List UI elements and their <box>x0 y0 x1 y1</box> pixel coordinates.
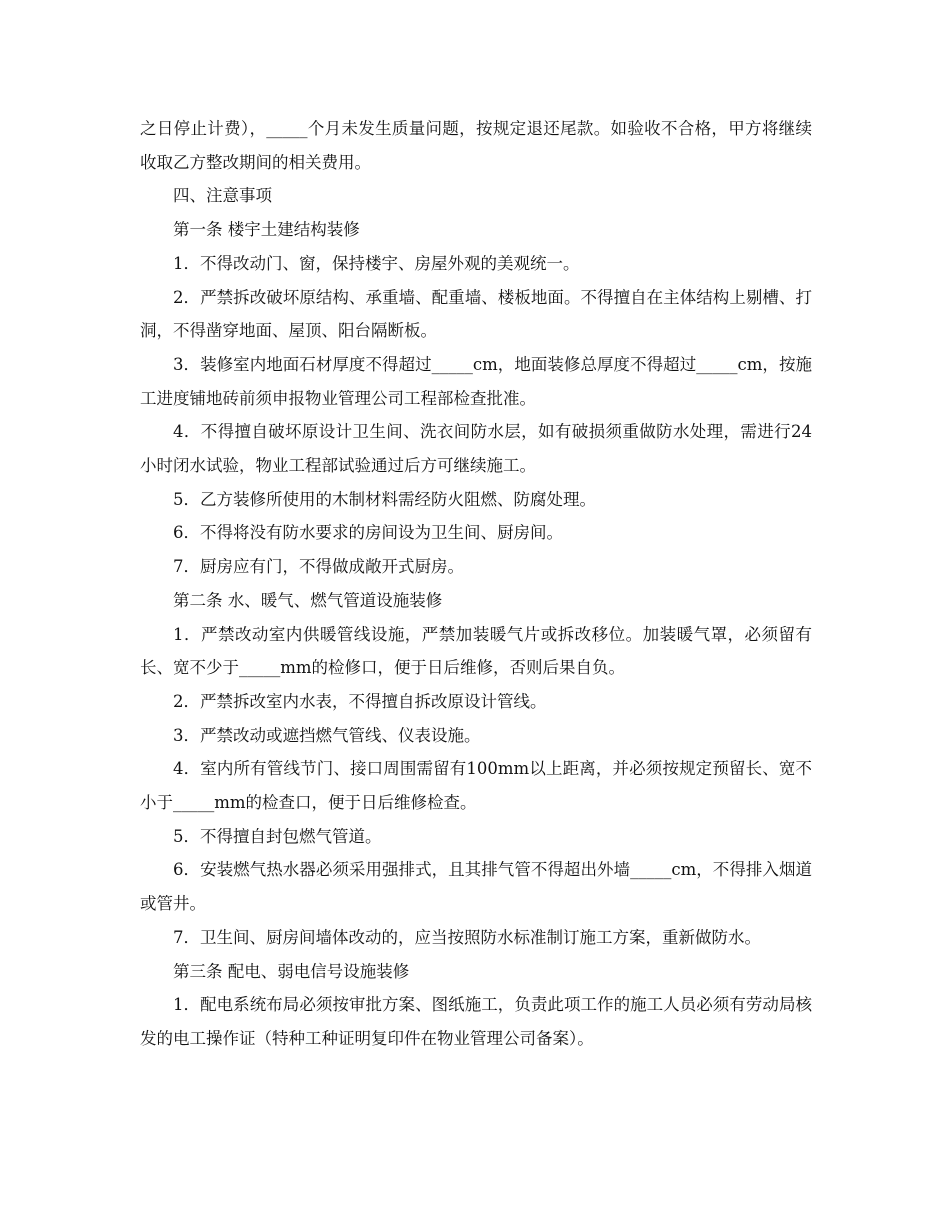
list-item: 5．乙方装修所使用的木制材料需经防火阻燃、防腐处理。 <box>173 489 596 509</box>
list-item: 7．厨房应有门，不得做成敞开式厨房。 <box>173 557 464 577</box>
list-item: 6．不得将没有防水要求的房间设为卫生间、厨房间。 <box>173 523 563 543</box>
list-item: 6．安装燃气热水器必须采用强排式，且其排气管不得超出外墙_____cm，不得排入烟道或管井。 <box>140 860 812 914</box>
list-item: 1．不得改动门、窗，保持楼宇、房屋外观的美观统一。 <box>173 253 580 273</box>
article-heading-1: 第一条 楼宇土建结构装修 <box>173 220 360 240</box>
document-body <box>140 112 812 1056</box>
article-heading-3: 第三条 配电、弱电信号设施装修 <box>173 961 410 981</box>
paragraph-refund-terms: 之日停止计费），_____个月未发生质量问题，按规定退还尾款。如验收不合格，甲方将继续收取乙方整改期间的相关费用。 <box>140 119 812 172</box>
list-item: 4．不得擅自破坏原设计卫生间、洗衣间防水层，如有破损须重做防水处理，需进行24小时闭水试验，物业工程部试验通过后方可继续施工。 <box>140 422 812 476</box>
list-item: 2．严禁拆改室内水表，不得擅自拆改原设计管线。 <box>173 691 547 711</box>
list-item: 2．严禁拆改破坏原结构、承重墙、配重墙、楼板地面。不得擅自在主体结构上剔槽、打洞，不得凿穿地面、屋顶、阳台隔断板。 <box>140 287 812 341</box>
section-heading-notes: 四、注意事项 <box>173 186 272 206</box>
list-item: 4．室内所有管线节门、接口周围需留有100mm以上距离，并必须按规定预留长、宽不小于_____mm的检查口，便于日后维修检查。 <box>140 759 812 813</box>
list-item: 3．装修室内地面石材厚度不得超过_____cm，地面装修总厚度不得超过_____cm，按施工进度铺地砖前须申报物业管理公司工程部检查批准。 <box>140 354 812 408</box>
list-item: 1．配电系统布局必须按审批方案、图纸施工，负责此项工作的施工人员必须有劳动局核发的电工操作证（特种工种证明复印件在物业管理公司备案）。 <box>140 995 812 1048</box>
list-item: 7．卫生间、厨房间墙体改动的，应当按照防水标准制订施工方案，重新做防水。 <box>173 927 761 947</box>
list-item: 1．严禁改动室内供暖管线设施，严禁加装暖气片或拆改移位。加装暖气罩，必须留有长、宽不少于_____mm的检修口，便于日后维修，否则后果自负。 <box>140 624 812 678</box>
list-item: 3．严禁改动或遮挡燃气管线、仪表设施。 <box>173 725 481 745</box>
list-item: 5．不得擅自封包燃气管道。 <box>173 826 382 846</box>
article-heading-2: 第二条 水、暖气、燃气管道设施装修 <box>173 590 443 610</box>
